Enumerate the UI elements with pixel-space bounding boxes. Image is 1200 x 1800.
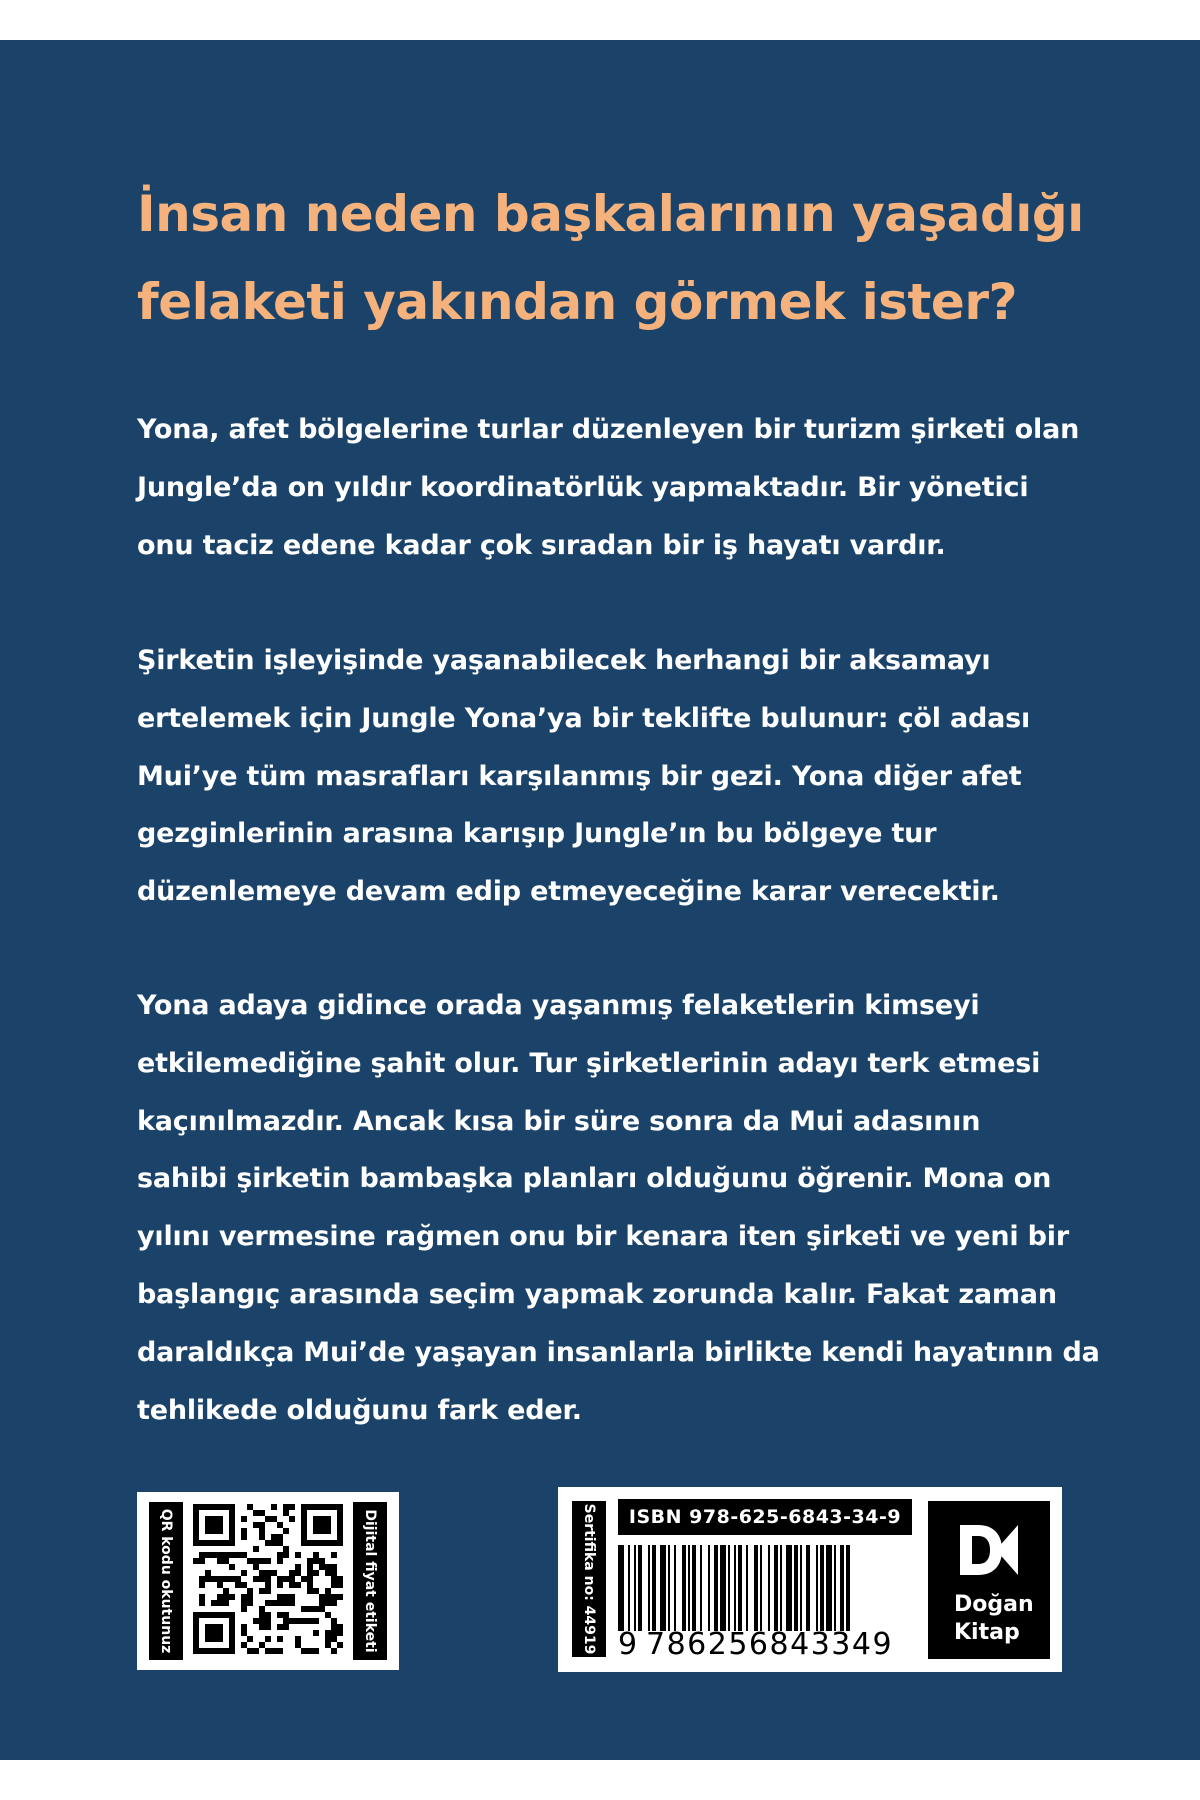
text-line: tehlikede olduğunu fark eder. xyxy=(137,1394,582,1426)
barcode-block xyxy=(558,1487,1062,1672)
qr-left-label-box xyxy=(149,1502,183,1660)
text-line: ertelemek için Jungle Yona’ya bir teklifte bulunur: çöl adası xyxy=(137,702,1031,734)
text-line: Şirketin işleyişinde yaşanabilecek herhangi bir aksamayı xyxy=(137,645,991,676)
text-line: etkilemediğine şahit olur. Tur şirketlerinin adayı terk etmesi xyxy=(137,1047,1041,1079)
blurb-paragraph-2 xyxy=(137,632,1097,921)
qr-left-label: QR kodu okutunuz xyxy=(158,1508,174,1654)
qr-right-label: Dijital fiyat etiketi xyxy=(362,1509,378,1653)
headline-line: İnsan neden başkalarının yaşadığı xyxy=(137,185,1084,243)
qr-code-icon[interactable] xyxy=(193,1504,343,1658)
certificate-label: Sertifika no: 44919 xyxy=(581,1503,597,1655)
barcode-icon xyxy=(618,1545,914,1631)
publisher-logo xyxy=(928,1501,1050,1659)
text-line: sahibi şirketin bambaşka planları olduğunu öğrenir. Mona on xyxy=(137,1163,1052,1195)
text-line: Jungle’da on yıldır koordinatörlük yapmaktadır. Bir yönetici xyxy=(137,471,1029,503)
text-line: Mui’ye tüm masrafları karşılanmış bir gezi. Yona diğer afet xyxy=(137,760,1022,792)
barcode-digit-group: 786256843349 xyxy=(646,1627,894,1662)
text-line: onu taciz edene kadar çok sıradan bir iş hayatı vardır. xyxy=(137,529,946,561)
barcode-first-digit: 9 xyxy=(618,1627,638,1662)
qr-right-label-box xyxy=(353,1502,387,1660)
qr-price-tag xyxy=(137,1492,399,1670)
blurb-paragraph-1 xyxy=(137,401,1097,574)
blurb-paragraph-3 xyxy=(137,977,1100,1439)
dk-logo-icon xyxy=(956,1521,1022,1579)
publisher-name-line-2: Kitap xyxy=(954,1620,1020,1645)
text-line: daraldıkça Mui’de yaşayan insanlarla birlikte kendi hayatının da xyxy=(137,1336,1100,1368)
certificate-label-box xyxy=(572,1501,606,1657)
text-line: Yona adaya gidince orada yaşanmış felaketlerin kimseyi xyxy=(137,990,980,1021)
isbn-label: ISBN 978-625-6843-34-9 xyxy=(618,1499,912,1535)
text-line: kaçınılmazdır. Ancak kısa bir süre sonra da Mui adasının xyxy=(137,1105,981,1137)
publisher-name xyxy=(954,1591,1034,1647)
text-line: gezginlerinin arasına karışıp Jungle’ın bu bölgeye tur xyxy=(137,818,937,850)
headline xyxy=(137,170,1097,346)
headline-line: felaketi yakından görmek ister? xyxy=(137,273,1018,331)
text-line: başlangıç arasında seçim yapmak zorunda kalır. Fakat zaman xyxy=(137,1278,1057,1310)
publisher-name-line-1: Doğan xyxy=(954,1592,1034,1617)
text-line: düzenlemeye devam edip etmeyeceğine karar verecektir. xyxy=(137,876,1000,908)
text-line: Yona, afet bölgelerine turlar düzenleyen bir turizm şirketi olan xyxy=(137,414,1080,445)
barcode-digits xyxy=(618,1627,918,1663)
text-line: yılını vermesine rağmen onu bir kenara iten şirketi ve yeni bir xyxy=(137,1221,1069,1253)
